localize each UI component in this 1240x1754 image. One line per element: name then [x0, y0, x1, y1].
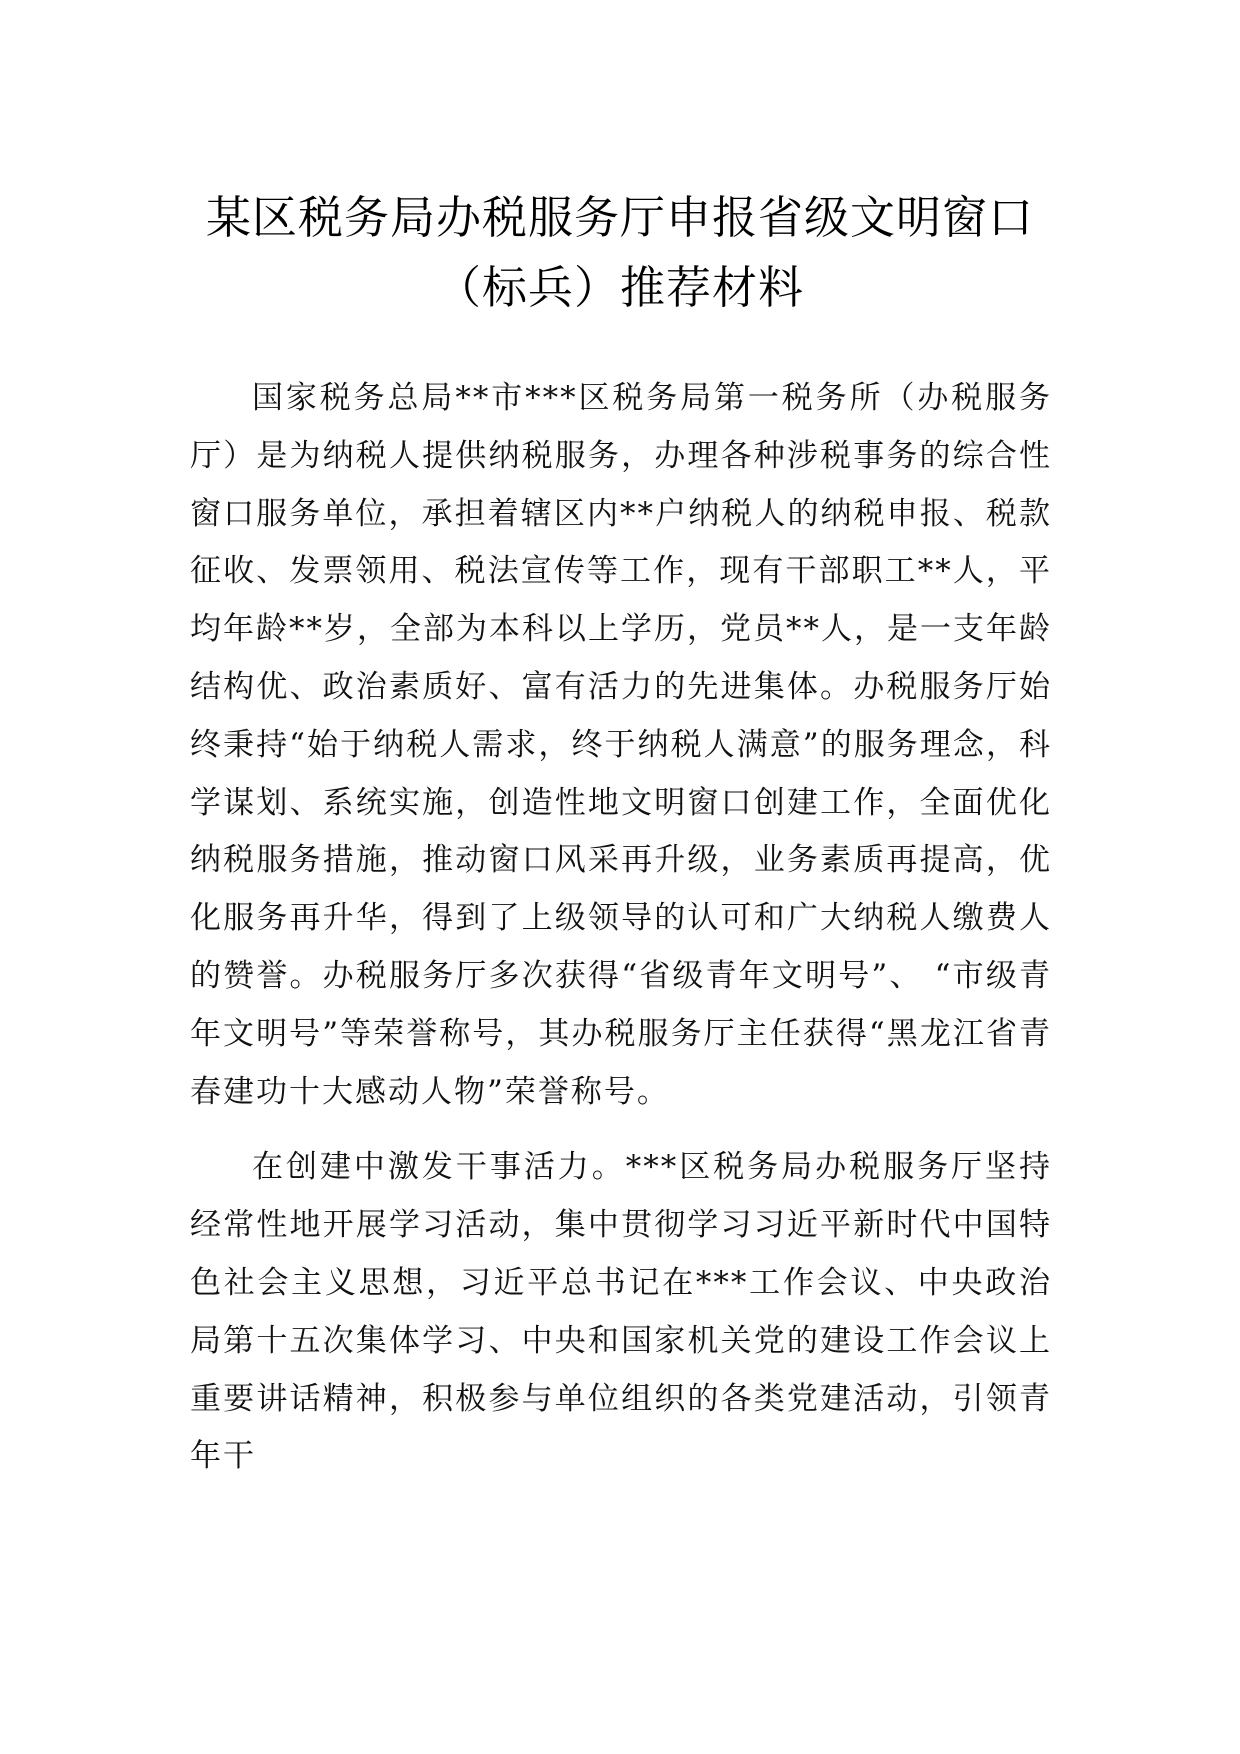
- title-line-2: （标兵）推荐材料: [435, 261, 804, 314]
- document-title: [180, 183, 1060, 323]
- paragraph-activity: 在创建中激发干事活力。***区税务局办税服务厅坚持经常性地开展学习活动，集中贯彻学习习近平新时代中国特色社会主义思想，习近平总书记在***工作会议、中央政治局第十五次集体学习、中央和国家机关党的建设工作会议上重要讲话精神，积极参与单位组织的各类党建活动，引领青年干: [190, 1149, 1052, 1475]
- paragraph-intro: 国家税务总局**市***区税务局第一税务所（办税服务厅）是为纳税人提供纳税服务，办理各种涉税事务的综合性窗口服务单位，承担着辖区内**户纳税人的纳税申报、税款征收、发票领用、税法宣传等工作，现有干部职工**人，平均年龄**岁，全部为本科以上学历，党员**人，是一支年龄结构优、政治素质好、富有活力的先进集体。办税服务厅始终秉持“始于纳税人需求，终于纳税人满意”的服务理念，科学谋划、系统实施，创造性地文明窗口创建工作，全面优化纳税服务措施，推动窗口风采再升级，业务素质再提高，优化服务再升华，得到了上级领导的认可和广大纳税人缴费人的赞誉。办税服务厅多次获得“省级青年文明号”、 “市级青年文明号”等荣誉称号，其办税服务厅主任获得“黑龙江省青春建功十大感动人物”荣誉称号。: [190, 380, 1052, 1110]
- document-body: [190, 370, 1052, 1486]
- title-line-1: 某区税务局办税服务厅申报省级文明窗口: [205, 191, 1034, 244]
